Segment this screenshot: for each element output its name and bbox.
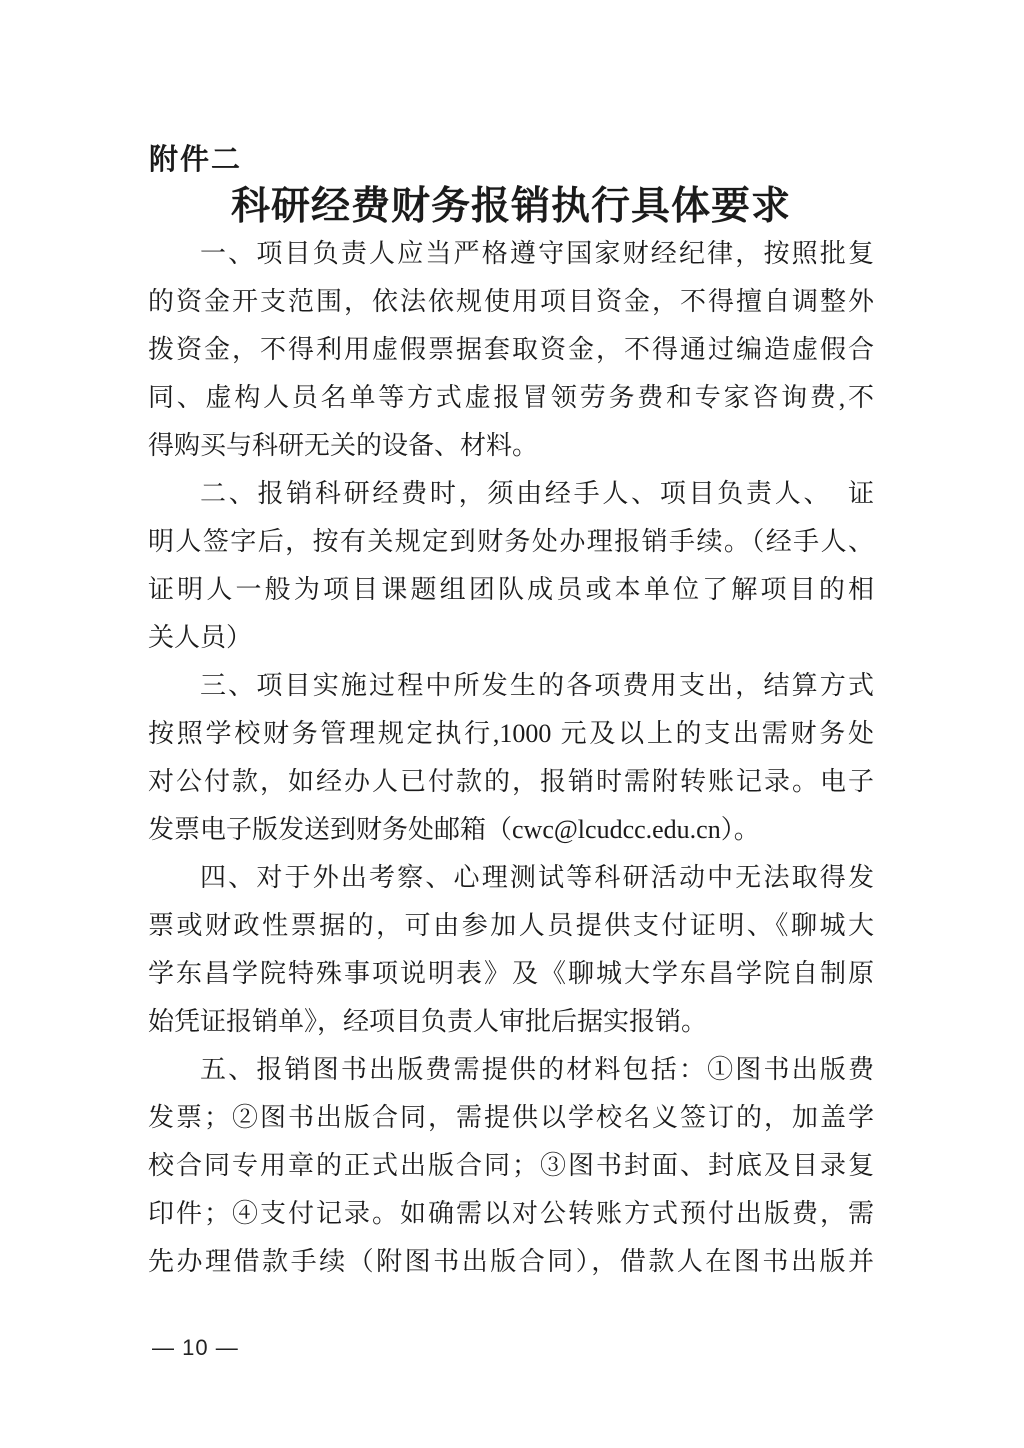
- text-line: 一、项目负责人应当严格遵守国家财经纪律，按照批复: [200, 239, 874, 268]
- text-line: 对公付款，如经办人已付款的，报销时需附转账记录。电子: [148, 767, 874, 796]
- text-line: 证明人一般为项目课题组团队成员或本单位了解项目的相: [148, 575, 874, 604]
- text-line: 得购买与科研无关的设备、材料。: [148, 431, 539, 460]
- text-line: 的资金开支范围，依法依规使用项目资金，不得擅自调整外: [148, 287, 874, 316]
- text-line: 同、虚构人员名单等方式虚报冒领劳务费和专家咨询费,不: [148, 383, 874, 412]
- page-number: — 10 —: [152, 1335, 239, 1360]
- text-line: 校合同专用章的正式出版合同；③图书封面、封底及目录复: [148, 1151, 874, 1180]
- text-line: 发票；②图书出版合同，需提供以学校名义签订的，加盖学: [148, 1103, 874, 1132]
- text-line: 拨资金，不得利用虚假票据套取资金，不得通过编造虚假合: [148, 335, 874, 364]
- text-line: 印件；④支付记录。如确需以对公转账方式预付出版费，需: [148, 1199, 874, 1228]
- text-line: 明人签字后，按有关规定到财务处办理报销手续。（经手人、: [148, 527, 874, 556]
- text-line: 五、报销图书出版费需提供的材料包括：①图书出版费: [200, 1055, 874, 1084]
- document-body: [148, 230, 874, 1286]
- text-line: 发票电子版发送到财务处邮箱（cwc@lcudcc.edu.cn）。: [148, 815, 760, 844]
- text-line: 按照学校财务管理规定执行,1000 元及以上的支出需财务处: [148, 719, 874, 748]
- text-line: 始凭证报销单》，经项目负责人审批后据实报销。: [148, 1007, 708, 1036]
- text-line: 关人员）: [148, 623, 253, 652]
- text-line: 学东昌学院特殊事项说明表》及《聊城大学东昌学院自制原: [148, 959, 874, 988]
- document-title: 科研经费财务报销执行具体要求: [230, 185, 791, 228]
- attachment-label: 附件二: [149, 144, 243, 176]
- text-line: 票或财政性票据的，可由参加人员提供支付证明、《聊城大: [148, 911, 874, 940]
- text-line: 先办理借款手续（附图书出版合同），借款人在图书出版并: [148, 1247, 874, 1276]
- text-line: 二、报销科研经费时，须由经手人、项目负责人、 证: [200, 479, 874, 508]
- text-line: 四、对于外出考察、心理测试等科研活动中无法取得发: [200, 863, 874, 892]
- text-line: 三、项目实施过程中所发生的各项费用支出，结算方式: [200, 671, 874, 700]
